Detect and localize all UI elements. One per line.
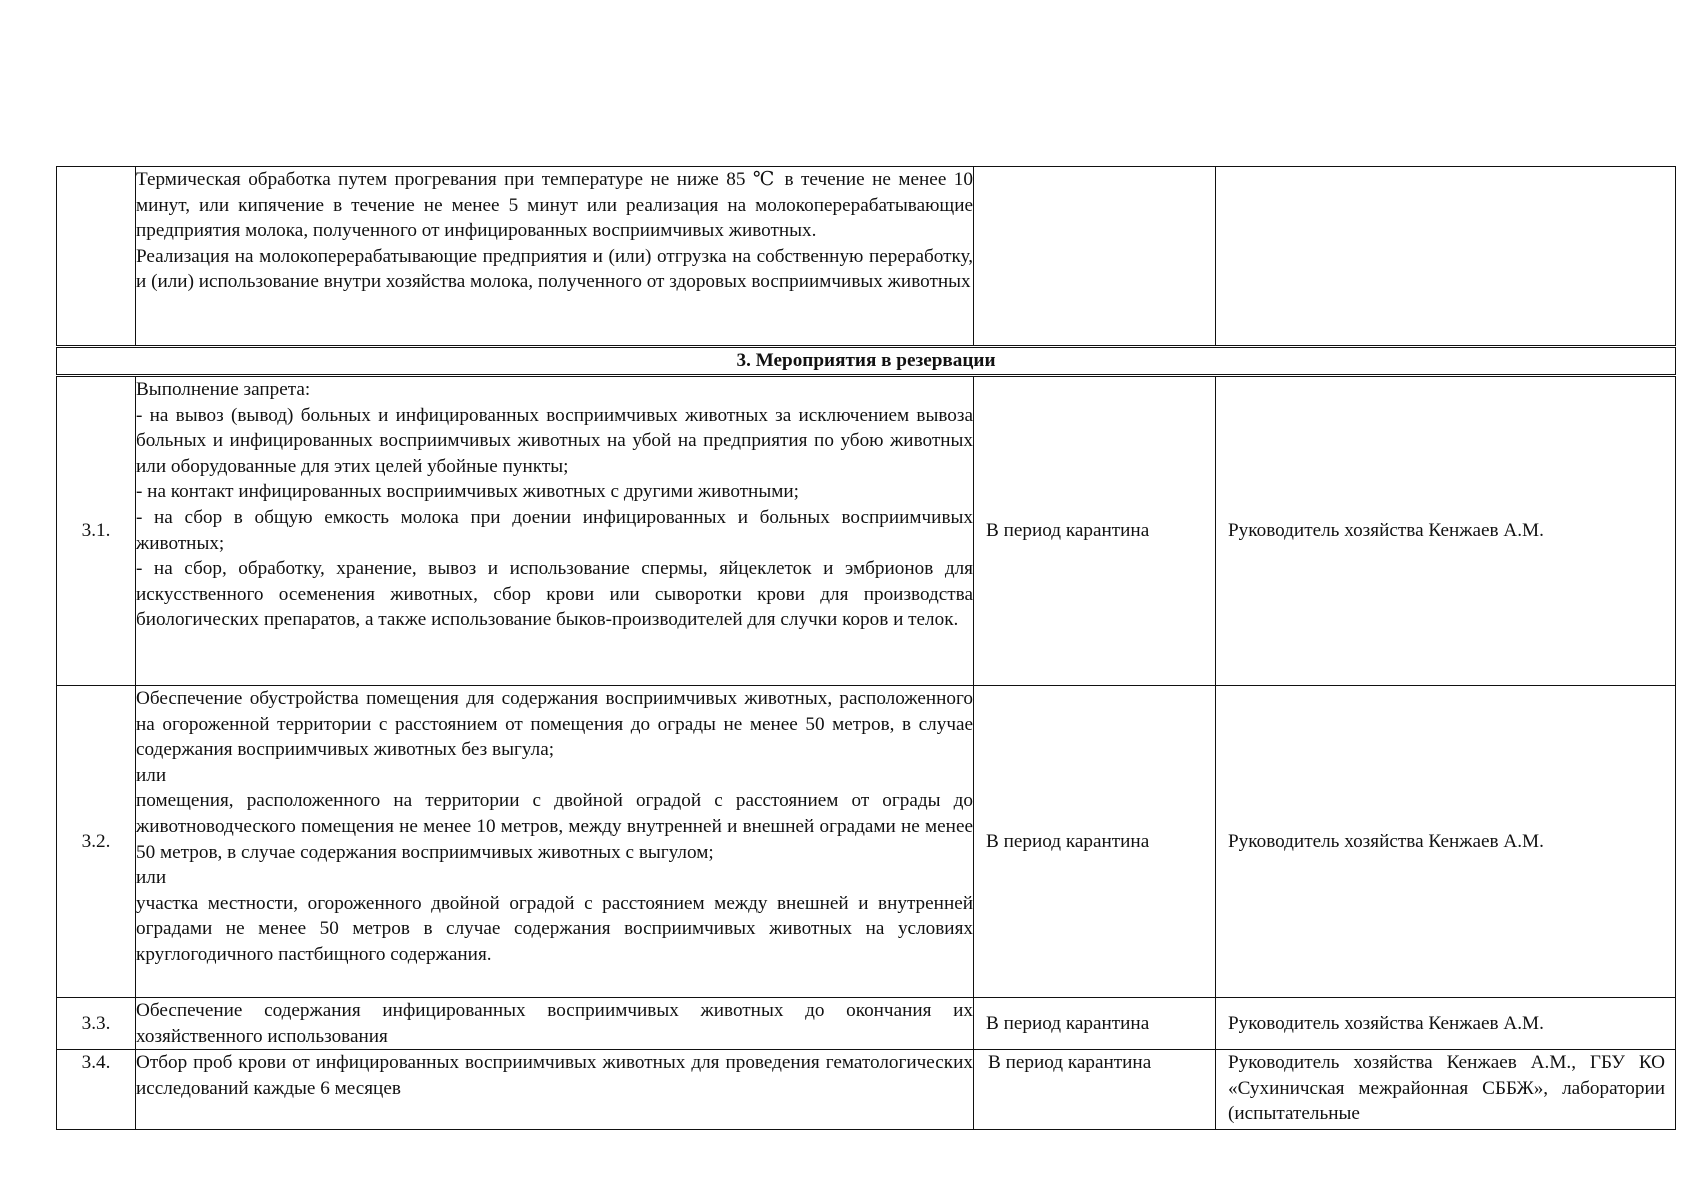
measure-text-cell	[136, 686, 974, 998]
responsible-cell	[1216, 167, 1676, 347]
measure-paragraph: Выполнение запрета:	[136, 379, 311, 400]
measure-paragraph: Реализация на молокоперерабатывающие предприятия и (или) отгрузка на собственную переработку, и (или) использование внутри хозяйства молока, полученного от здоровых восприимчивых животных	[136, 245, 973, 293]
responsible-cell: Руководитель хозяйства Кенжаев А.М., ГБУ КО «Сухиничская межрайонная СББЖ», лаборатории (испытательные	[1216, 1050, 1676, 1130]
responsible-cell: Руководитель хозяйства Кенжаев А.М.	[1216, 686, 1676, 998]
measure-paragraph: участка местности, огороженного двойной оградой с расстоянием между внешней и внутренней оградами не менее 50 метров в случае содержания восприимчивых животных на условиях круглогодичного пастбищного содержания.	[136, 892, 973, 965]
responsible-cell: Руководитель хозяйства Кенжаев А.М.	[1216, 376, 1676, 686]
table-row	[57, 998, 1676, 1050]
responsible-cell: Руководитель хозяйства Кенжаев А.М.	[1216, 998, 1676, 1050]
row-number: 3.1.	[57, 376, 136, 686]
measures-table	[56, 166, 1676, 1130]
measure-paragraph: или	[136, 764, 167, 786]
measure-paragraph: - на сбор, обработку, хранение, вывоз и использование спермы, яйцеклеток и эмбрионов для искусственного осеменения животных, сбор крови или сыворотки крови для производства биологических препаратов, а также использование быков-производителей для случки коров и телок.	[136, 558, 973, 631]
row-number-cell	[57, 167, 136, 347]
measure-paragraph: Отбор проб крови от инфицированных восприимчивых животных для проведения гематологических исследований каждые 6 месяцев	[136, 1052, 973, 1099]
term-cell	[974, 167, 1216, 347]
measure-paragraph: - на сбор в общую емкость молока при доении инфицированных и больных восприимчивых животных;	[136, 506, 973, 554]
term-cell: В период карантина	[974, 1050, 1216, 1130]
term-cell: В период карантина	[974, 998, 1216, 1050]
measure-text-cell	[136, 1050, 974, 1130]
table-row	[57, 167, 1676, 347]
table-row	[57, 1050, 1676, 1130]
measure-paragraph: - на вывоз (вывод) больных и инфицированных восприимчивых животных за исключением вывоза больных и инфицированных восприимчивых животных на убой на предприятия по убою животных или оборудованные для этих целей убойные пункты;	[136, 404, 973, 477]
measure-paragraph: помещения, расположенного на территории с двойной оградой с расстоянием от ограды до животноводческого помещения не менее 10 метров, между внутренней и внешней оградами не менее 50 метров, в случае содержания восприимчивых животных с выгулом;	[136, 790, 973, 863]
measure-text-cell	[136, 998, 974, 1050]
measure-paragraph: Обеспечение обустройства помещения для содержания восприимчивых животных, расположенного на огороженной территории с расстоянием от помещения до ограды не менее 50 метров, в случае содержания восприимчивых животных без выгула;	[136, 688, 973, 761]
term-cell: В период карантина	[974, 376, 1216, 686]
section-title: 3. Мероприятия в резервации	[57, 347, 1676, 376]
measure-text-cell	[136, 376, 974, 686]
row-number: 3.2.	[57, 686, 136, 998]
measure-text-cell	[136, 167, 974, 347]
table-row	[57, 686, 1676, 998]
section-header-row	[57, 347, 1676, 376]
measure-paragraph: Обеспечение содержания инфицированных восприимчивых животных до окончания их хозяйственного использования	[136, 1000, 973, 1047]
measure-paragraph: или	[136, 867, 167, 889]
row-number: 3.3.	[57, 998, 136, 1050]
measure-paragraph: Термическая обработка путем прогревания при температуре не ниже 85 ℃ в течение не менее 10 минут, или кипячение в течение не менее 5 минут или реализация на молокоперерабатывающие предприятия молока, полученного от инфицированных восприимчивых животных.	[136, 169, 973, 242]
measure-paragraph: - на контакт инфицированных восприимчивых животных с другими животными;	[136, 481, 799, 503]
table-row	[57, 376, 1676, 686]
term-cell: В период карантина	[974, 686, 1216, 998]
row-number: 3.4.	[57, 1050, 136, 1130]
